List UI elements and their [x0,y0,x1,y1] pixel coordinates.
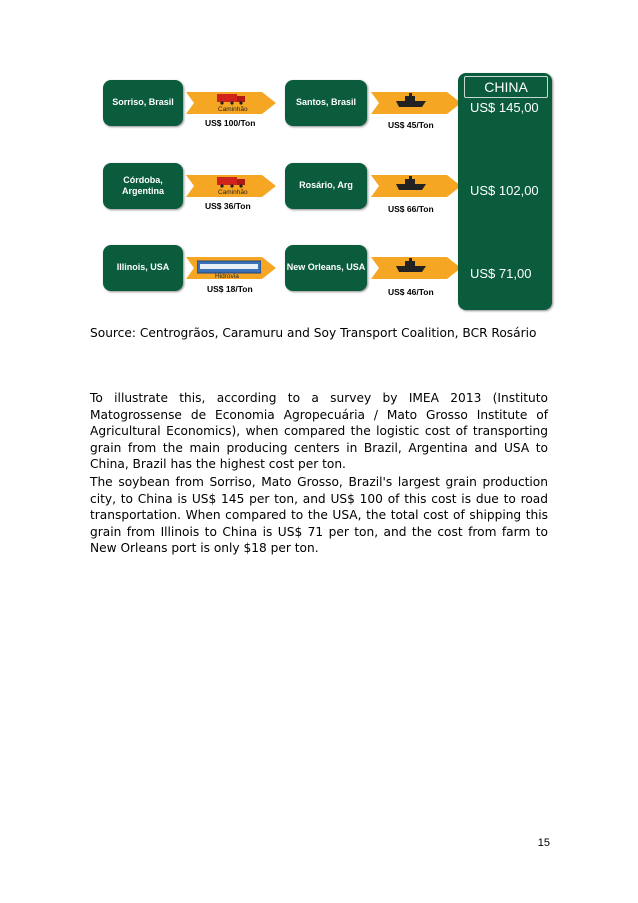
ship-icon [395,257,427,273]
ship-icon [395,92,427,108]
port-label: Santos, Brasil [295,97,357,108]
sea-cost-label: US$ 66/Ton [388,204,434,214]
total-cost-argentina: US$ 102,00 [470,183,539,198]
origin-label: Sorriso, Brasil [112,97,174,108]
body-paragraph: The soybean from Sorriso, Mato Grosso, Brazil's largest grain production city, to China is US$ 145 per ton, and US$ 100 of this cost is due to road transportation. When compared to the USA, the total cost of shipping this grain from Illinois to China is US$ 71 per ton, and the cost from farm to New Orleans port is only $18 per ton. [90,475,548,555]
origin-label: Illinois, USA [116,262,170,273]
body-paragraph: To illustrate this, according to a survey by IMEA 2013 (Instituto Matogrossense de Economia Agropecuária / Mato Grosso Institute of Agricultural Economics), when compared the logistic cost of transporting grain from the main producing centers in Brazil, Argentina and USA to China, Brazil has the highest cost per ton. [90,391,548,471]
port-box-new-orleans [285,245,367,291]
logistics-cost-diagram [95,70,555,314]
truck-icon [217,93,247,105]
origin-box-sorriso [103,80,183,126]
inland-cost-label: US$ 18/Ton [207,284,253,294]
ship-icon [395,175,427,191]
origin-box-cordoba [103,163,183,209]
inland-mode-label: Caminhão [218,189,248,196]
destination-box-china [458,73,552,310]
inland-mode-label: Hidrovia [215,273,239,280]
figure-caption: Source: Centrogrãos, Caramuru and Soy Transport Coalition, BCR Rosário [90,326,537,340]
inland-cost-label: US$ 100/Ton [205,118,256,128]
inland-cost-label: US$ 36/Ton [205,201,251,211]
total-cost-usa: US$ 71,00 [470,266,532,281]
truck-icon [217,176,247,188]
destination-title: CHINA [464,76,548,98]
port-box-rosario [285,163,367,209]
sea-cost-label: US$ 45/Ton [388,120,434,130]
port-box-santos [285,80,367,126]
inland-mode-label: Caminhão [218,106,248,113]
origin-label: Córdoba, Argentina [121,174,164,196]
sea-cost-label: US$ 46/Ton [388,287,434,297]
port-label: New Orleans, USA [286,262,366,273]
barge-icon [197,260,261,274]
total-cost-brazil: US$ 145,00 [470,100,539,115]
origin-box-illinois [103,245,183,291]
port-label: Rosário, Arg [299,180,353,191]
page-number: 15 [537,837,550,849]
